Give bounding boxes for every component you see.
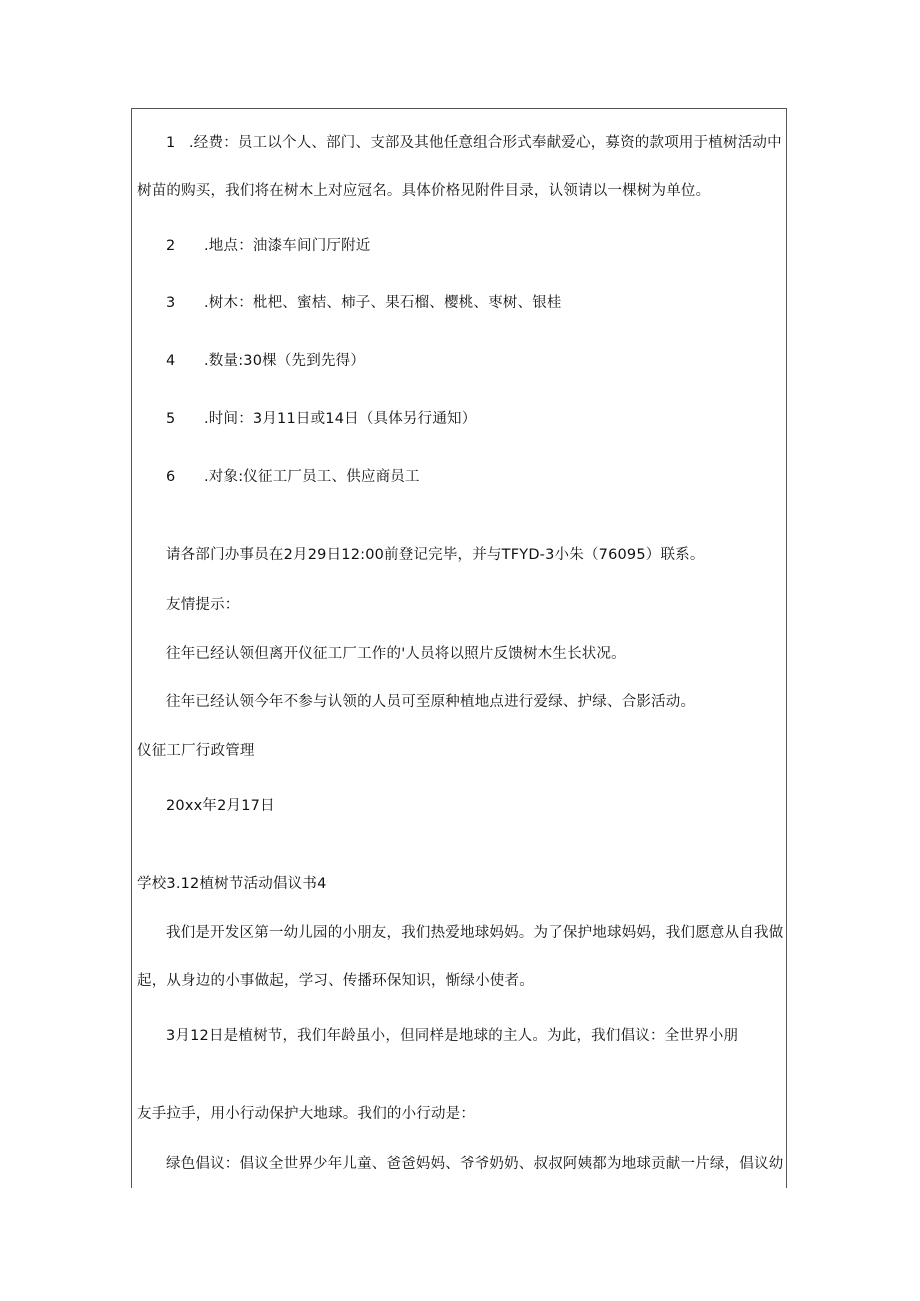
- item-number: 5: [166, 411, 176, 427]
- tip-1: 往年已经认领但离开仪征工厂工作的'人员将以照片反馈树木生长状况。: [166, 646, 626, 662]
- item-text: .时间：3月11日或14日（具体另行通知）: [204, 411, 477, 427]
- tips-title: 友情提示：: [166, 597, 240, 613]
- contact-paragraph: 请各部门办事员在2月29日12:00前登记完毕，并与TFYD-3小朱（76095）联系。: [166, 547, 705, 563]
- tip-2: 往年已经认领今年不参与认领的人员可至原种植地点进行爱绿、护绿、合影活动。: [166, 694, 696, 710]
- paragraph-1-line-2: 起，从身边的小事做起，学习、传播环保知识，惭绿小使者。: [137, 973, 534, 989]
- item-number: 6: [166, 469, 176, 485]
- list-item-3: [166, 293, 562, 313]
- list-item-1-continuation: 树苗的购买，我们将在树木上对应冠名。具体价格见附件目录，认领请以一棵树为单位。: [137, 183, 711, 199]
- list-item-4: [166, 351, 365, 371]
- signature: 仪征工厂行政管理: [137, 743, 255, 759]
- signature-date: 20xx年2月17日: [166, 798, 275, 814]
- paragraph-2-line-1: 3月12日是植树节，我们年龄虽小，但同样是地球的主人。为此，我们倡议：全世界小朋: [166, 1028, 739, 1044]
- item-text: .对象:仪征工厂员工、供应商员工: [204, 469, 420, 485]
- item-text: .数量:30棵（先到先得）: [204, 353, 366, 369]
- item-number: 2: [166, 238, 176, 254]
- list-item-5: [166, 409, 476, 429]
- list-item-1: [166, 133, 782, 153]
- paragraph-3-line-1: 绿色倡议：倡议全世界少年儿童、爸爸妈妈、爷爷奶奶、叔叔阿姨都为地球贡献一片绿，倡议幼: [166, 1156, 784, 1172]
- item-text: .经费：员工以个人、部门、支部及其他任意组合形式奉献爱心，募资的款项用于植树活动中: [189, 135, 782, 151]
- paragraph-1-line-1: 我们是开发区第一幼儿园的小朋友，我们热爱地球妈妈。为了保护地球妈妈，我们愿意从自我做: [166, 925, 784, 941]
- item-text: .树木：枇杷、蜜桔、柿子、果石榴、樱桃、枣树、银桂: [204, 295, 562, 311]
- item-number: 1: [166, 135, 176, 151]
- list-item-2: [166, 236, 371, 256]
- section-title: 学校3.12植树节活动倡议书4: [137, 876, 327, 892]
- item-text: .地点：油漆车间门厅附近: [204, 238, 371, 254]
- item-number: 3: [166, 295, 176, 311]
- list-item-6: [166, 467, 420, 487]
- item-number: 4: [166, 353, 176, 369]
- paragraph-2-line-2: 友手拉手，用小行动保护大地球。我们的小行动是：: [137, 1106, 476, 1122]
